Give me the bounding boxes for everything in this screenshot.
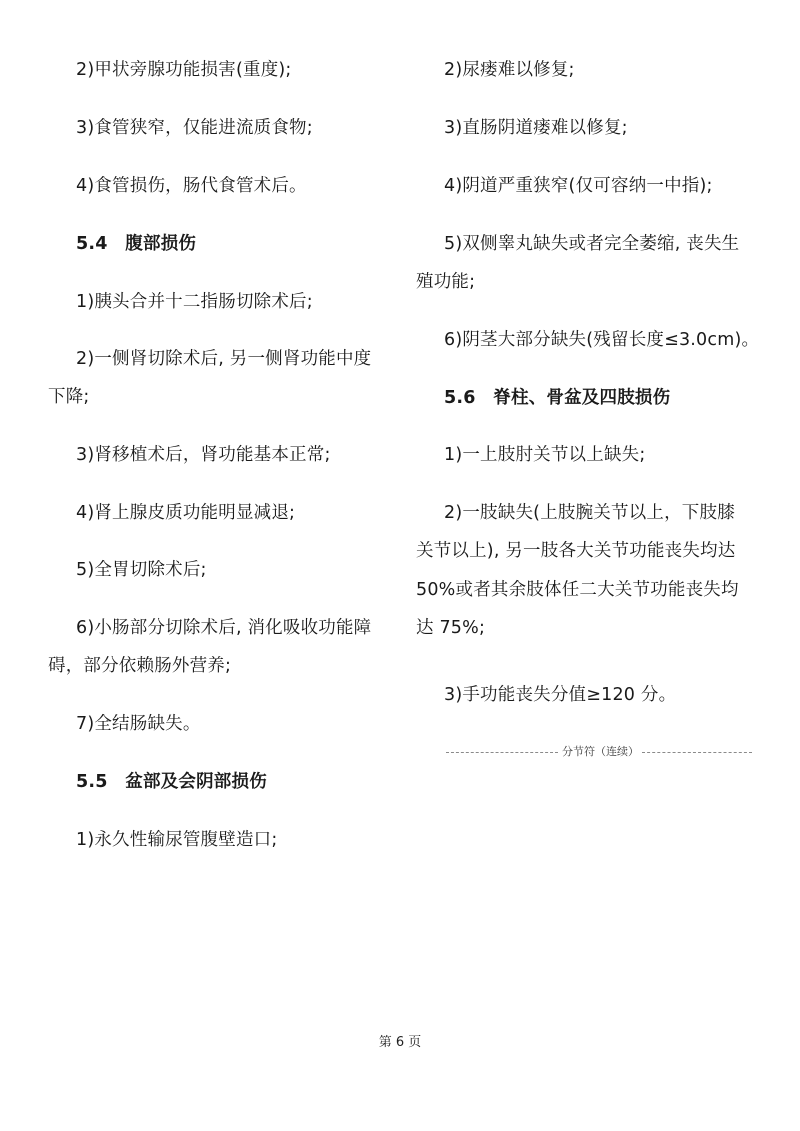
list-item: 3)肾移植术后，肾功能基本正常; (76, 445, 331, 465)
section-break-label: 分节符（连续） (562, 745, 639, 758)
list-item-continuation: 50%或者其余肢体任二大关节功能丧失均 (416, 580, 739, 600)
section-heading-5-4: 5.4 腹部损伤 (76, 234, 197, 254)
list-item: 1)胰头合并十二指肠切除术后; (76, 292, 313, 312)
section-break-marker (446, 744, 752, 760)
page-number: 第 6 页 (378, 1035, 422, 1050)
section-heading-5-5: 5.5 盆部及会阴部损伤 (76, 772, 267, 792)
list-item: 1)永久性输尿管腹壁造口; (76, 830, 278, 850)
list-item-continuation: 殖功能; (416, 272, 476, 292)
section-break-dash-left (446, 752, 558, 753)
list-item: 2)一侧肾切除术后, 另一侧肾功能中度 (76, 349, 372, 369)
list-item-continuation: 碍，部分依赖肠外营养; (48, 656, 232, 676)
list-item-continuation: 关节以上), 另一肢各大关节功能丧失均达 (416, 541, 736, 561)
list-item-continuation: 下降; (48, 387, 90, 407)
list-item: 4)食管损伤，肠代食管术后。 (76, 176, 307, 196)
list-item: 2)甲状旁腺功能损害(重度); (76, 60, 292, 80)
list-item: 6)阴茎大部分缺失(残留长度≤3.0cm)。 (444, 330, 760, 350)
list-item: 2)一肢缺失(上肢腕关节以上，下肢膝 (444, 503, 735, 523)
list-item-continuation: 达 75%; (416, 618, 486, 638)
section-break-dash-right (642, 752, 752, 753)
list-item: 7)全结肠缺失。 (76, 714, 201, 734)
section-heading-5-6: 5.6 脊柱、骨盆及四肢损伤 (444, 388, 671, 408)
list-item: 3)手功能丧失分值≥120 分。 (444, 685, 677, 705)
list-item: 3)食管狭窄，仅能进流质食物; (76, 118, 313, 138)
list-item: 6)小肠部分切除术后, 消化吸收功能障 (76, 618, 372, 638)
list-item: 2)尿瘘难以修复; (444, 60, 575, 80)
list-item: 4)肾上腺皮质功能明显减退; (76, 503, 296, 523)
list-item: 5)双侧睾丸缺失或者完全萎缩, 丧失生 (444, 234, 740, 254)
list-item: 1)一上肢肘关节以上缺失; (444, 445, 646, 465)
list-item: 5)全胃切除术后; (76, 560, 207, 580)
list-item: 3)直肠阴道瘘难以修复; (444, 118, 628, 138)
list-item: 4)阴道严重狭窄(仅可容纳一中指); (444, 176, 713, 196)
